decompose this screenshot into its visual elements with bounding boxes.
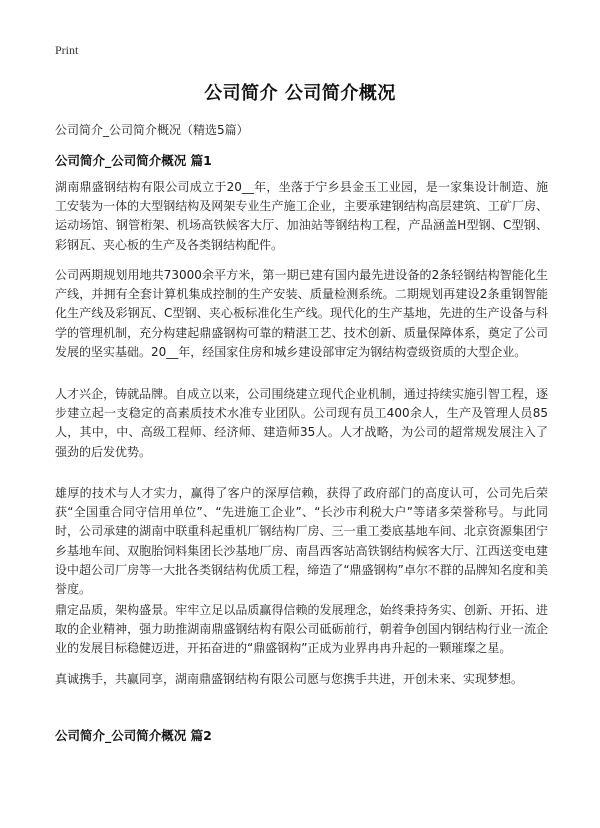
section-heading-2: 公司简介_公司简介概况 篇2 xyxy=(55,728,212,743)
print-label[interactable]: Print xyxy=(55,43,79,57)
paragraph-1: 湖南鼎盛钢结构有限公司成立于20__年，坐落于宁乡县金玉工业园，是一家集设计制造、施工安装为一体的大型钢结构及网架专业生产施工企业，主要承建钢结构高层建筑、工矿厂房、运动场馆、钢管桁架、机场高铁候客大厅、加油站等钢结构工程，产品涵盖H型钢、C型钢、彩钢瓦、夹心板的生产及各类钢结构配件。 xyxy=(55,180,548,252)
paragraph-6: 真诚携手，共赢同享，湖南鼎盛钢结构有限公司愿与您携手共进，开创未来、实现梦想。 xyxy=(55,672,524,686)
section-heading-1: 公司简介_公司简介概况 篇1 xyxy=(55,153,212,168)
page-title: 公司简介 公司简介概况 xyxy=(204,83,396,104)
paragraph-3: 人才兴企，铸就品牌。自成立以来，公司围绕建立现代企业机制，通过持续实施引智工程，逐步建立起一支稳定的高素质技术水准专业团队。公司现有员工400余人，生产及管理人员85人，其中，中、高级工程师、经济师、建造师35人。人才战略，为公司的超常规发展注入了强劲的后发优势。 xyxy=(55,387,548,459)
paragraph-2: 公司两期规划用地共73000余平方米，第一期已建有国内最先进设备的2条轻钢结构智能化生产线，并拥有全套计算机集成控制的生产安装、质量检测系统。二期规划再建设2条重钢智能化生产线及彩钢瓦、C型钢、夹心板标准化生产线。现代化的生产基地，先进的生产设备与科学的管理机制，充分构建起鼎盛钢构可靠的精湛工艺、技术创新、质量保障体系，奠定了公司发展的坚实基础。20__年，经国家住房和城乡建设部审定为钢结构壹级资质的大型企业。 xyxy=(55,268,548,359)
paragraph-4: 雄厚的技术与人才实力，赢得了客户的深厚信赖，获得了政府部门的高度认可，公司先后荣获“全国重合同守信用单位”、“先进施工企业”、“长沙市利税大户”等诸多荣誉称号。与此同时，公司承建的湖南中联重科起重机厂钢结构厂房、三一重工娄底基地车间、北京资源集团宁乡基地车间、双胞胎饲料集团长沙基地厂房、南昌西客站高铁钢结构候客大厅、江西送变电建设中超公司厂房等一大批各类钢结构优质工程，缔造了“鼎盛钢构”卓尔不群的品牌知名度和美誉度。 xyxy=(55,486,548,597)
document-subtitle: 公司简介_公司简介概况（精选5篇） xyxy=(55,123,249,137)
paragraph-5: 鼎定品质，架构盛景。牢牢立足以品质赢得信赖的发展理念，始终秉持务实、创新、开拓、进取的企业精神，强力助推湖南鼎盛钢结构有限公司砥砺前行，朝着争创国内钢结构行业一流企业的发展目标稳健迈进，开拓奋进的“鼎盛钢构”正成为业界冉冉升起的一颗璀璨之星。 xyxy=(55,603,548,656)
